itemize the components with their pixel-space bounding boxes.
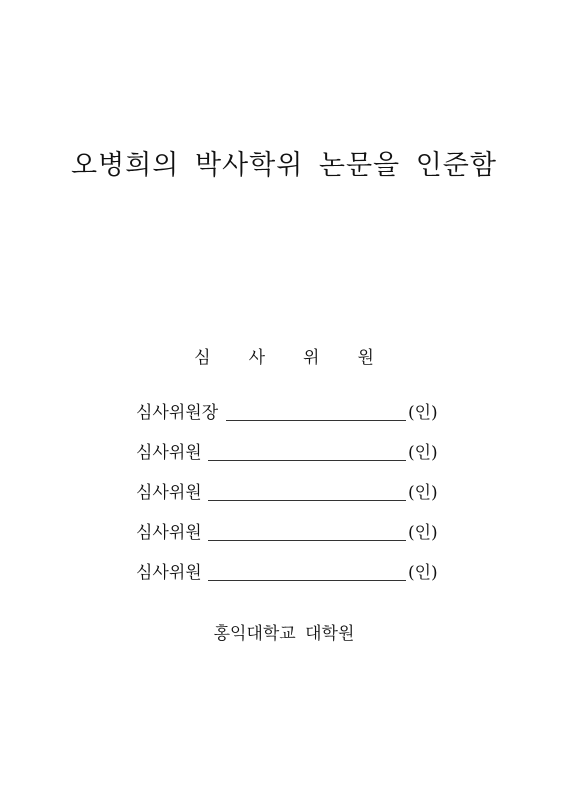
page-title: 오병희의 박사학위 논문을 인준함 (71, 150, 497, 181)
signature-line (208, 580, 406, 581)
signature-role-label: 심사위원 (136, 523, 202, 543)
seal-mark: (인) (408, 523, 438, 543)
signature-row-member (136, 440, 456, 466)
seal-mark: (인) (408, 563, 438, 583)
signature-row-chair (136, 400, 456, 426)
seal-mark: (인) (408, 483, 438, 503)
committee-heading-char: 심 (194, 348, 211, 368)
signature-line (208, 540, 406, 541)
signature-line (208, 500, 406, 501)
university-name: 홍익대학교 대학원 (213, 624, 355, 644)
signature-line (226, 420, 406, 421)
signature-role-label: 심사위원 (136, 483, 202, 503)
seal-mark: (인) (408, 443, 438, 463)
signature-row-member (136, 520, 456, 546)
signature-role-label: 심사위원 (136, 563, 202, 583)
signature-role-label: 심사위원장 (136, 403, 219, 423)
seal-mark: (인) (408, 403, 438, 423)
signature-row-member (136, 560, 456, 586)
committee-heading-char: 사 (248, 348, 265, 368)
signature-role-label: 심사위원 (136, 443, 202, 463)
signature-row-member (136, 480, 456, 506)
committee-heading (0, 346, 568, 370)
signature-line (208, 460, 406, 461)
committee-heading-char: 원 (357, 348, 374, 368)
committee-heading-char: 위 (303, 348, 320, 368)
